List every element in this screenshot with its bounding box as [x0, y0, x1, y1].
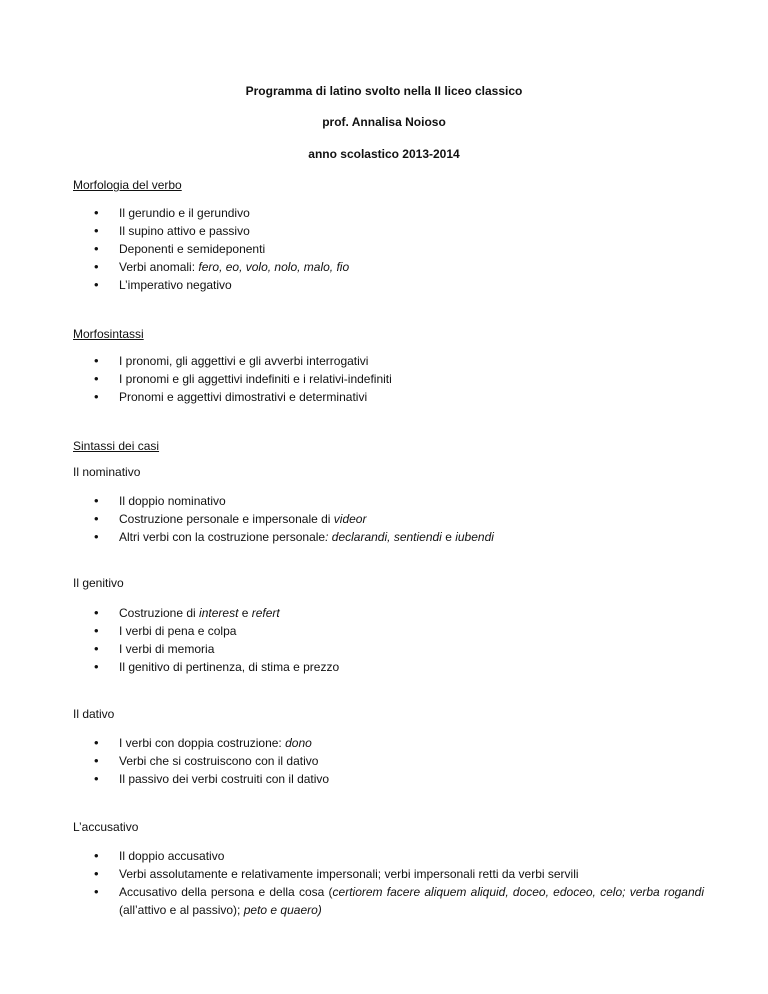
list-item-text: Costruzione di: [119, 606, 200, 620]
list-item: [94, 510, 704, 528]
list-item: • Il passivo dei verbi costruiti con il dativo: [94, 770, 704, 788]
list-item: [94, 528, 704, 546]
list-item: • I verbi di pena e colpa: [94, 622, 704, 640]
list-item: • L’imperativo negativo: [94, 276, 704, 294]
genitivo-list: [94, 604, 704, 676]
subheading-dativo: Il dativo: [73, 707, 115, 721]
list-item: • Verbi che si costruiscono con il dativo: [94, 752, 704, 770]
list-item: • Il supino attivo e passivo: [94, 222, 704, 240]
list-item-italic: certiorem facere aliquem aliquid, doceo, edoceo, celo; verba rogandi: [332, 885, 704, 899]
list-item-text: Altri verbi con la costruzione personale: [119, 530, 326, 544]
list-item: • Il gerundio e il gerundivo: [94, 204, 704, 222]
list-item-text: I verbi con doppia costruzione:: [119, 736, 286, 750]
list-item-italic: : declarandi, sentiendi: [325, 530, 442, 544]
list-item-text: Accusativo della persona e della cosa (: [119, 885, 333, 899]
subheading-genitivo: Il genitivo: [73, 576, 124, 590]
list-item: • Il genitivo di pertinenza, di stima e prezzo: [94, 658, 704, 676]
list-item-italic: peto e quaero): [243, 903, 322, 917]
subheading-accusativo: L’accusativo: [73, 820, 139, 834]
list-item-italic: interest: [199, 606, 239, 620]
dativo-list: [94, 734, 704, 788]
school-year: anno scolastico 2013-2014: [308, 147, 460, 161]
list-item: • I verbi di memoria: [94, 640, 704, 658]
list-item: • Il doppio nominativo: [94, 492, 704, 510]
list-item-text: e: [441, 530, 456, 544]
list-item-text: (all’attivo e al passivo);: [119, 903, 244, 917]
list-item: • Deponenti e semideponenti: [94, 240, 704, 258]
list-item: • Verbi assolutamente e relativamente impersonali; verbi impersonali retti da verbi servili: [94, 865, 704, 883]
morfologia-list: [94, 204, 704, 294]
list-item: [94, 258, 704, 276]
section-heading-morfosintassi: Morfosintassi: [73, 327, 144, 341]
list-item: • Il doppio accusativo: [94, 847, 704, 865]
nominativo-list: [94, 492, 704, 546]
list-item: • Pronomi e aggettivi dimostrativi e determinativi: [94, 388, 704, 406]
list-item-text: Verbi anomali:: [119, 260, 199, 274]
teacher-name: prof. Annalisa Noioso: [322, 115, 446, 129]
list-item-italic: dono: [285, 736, 312, 750]
list-item-italic: fero, eo, volo, nolo, malo, fio: [198, 260, 350, 274]
section-heading-morfologia: Morfologia del verbo: [73, 178, 182, 192]
accusativo-list: [94, 847, 704, 919]
list-item: [94, 883, 704, 919]
list-item: • I pronomi e gli aggettivi indefiniti e i relativi-indefiniti: [94, 370, 704, 388]
list-item-italic: iubendi: [455, 530, 494, 544]
document-title: Programma di latino svolto nella II liceo classico: [245, 84, 523, 98]
list-item-italic: videor: [333, 512, 367, 526]
morfosintassi-list: [94, 352, 704, 406]
subheading-nominativo: Il nominativo: [73, 465, 141, 479]
list-item: • I pronomi, gli aggettivi e gli avverbi interrogativi: [94, 352, 704, 370]
list-item-text: e: [238, 606, 252, 620]
list-item-text: Costruzione personale e impersonale di: [119, 512, 334, 526]
section-heading-sintassi: Sintassi dei casi: [73, 439, 160, 453]
list-item: [94, 734, 704, 752]
list-item-italic: refert: [251, 606, 280, 620]
list-item: [94, 604, 704, 622]
